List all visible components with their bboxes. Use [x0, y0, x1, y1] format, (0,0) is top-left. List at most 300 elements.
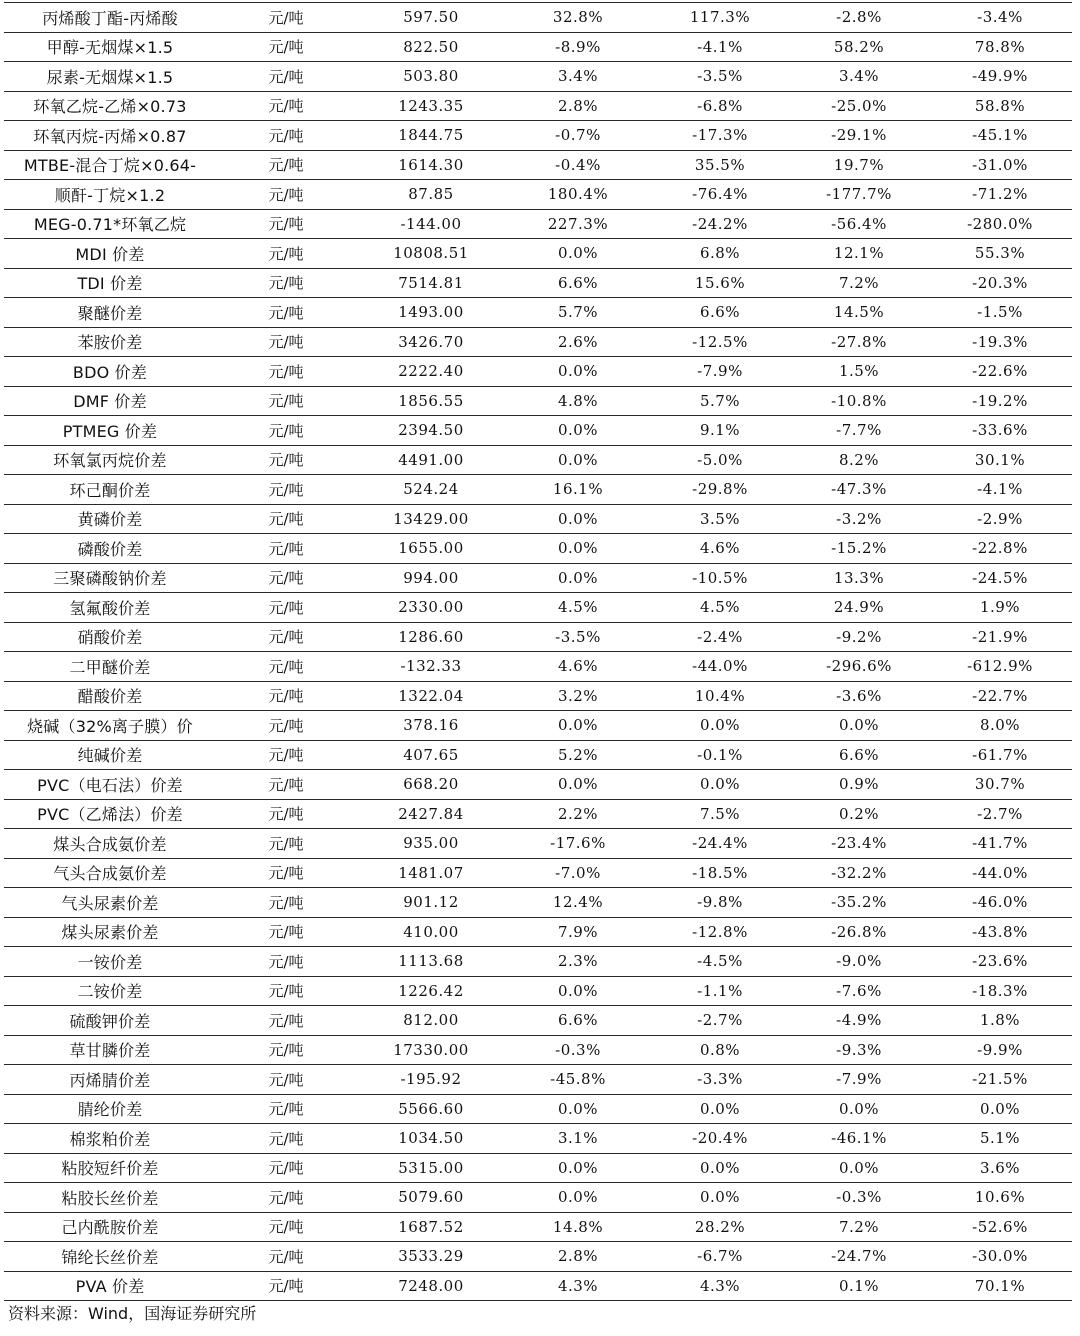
change-3-cell: 7.2% — [790, 268, 928, 298]
change-4-cell: -1.5% — [928, 298, 1072, 328]
table-row — [4, 209, 1072, 239]
change-4-cell: -612.9% — [928, 652, 1072, 682]
change-2-cell: -0.1% — [650, 740, 790, 770]
change-2-cell: -2.4% — [650, 622, 790, 652]
change-3-cell: 0.2% — [790, 799, 928, 829]
change-2-cell: -9.8% — [650, 888, 790, 918]
change-4-cell: -52.6% — [928, 1212, 1072, 1242]
product-name-cell: 纯碱价差 — [4, 740, 216, 770]
change-3-cell: -2.8% — [790, 3, 928, 33]
spread-value-cell: 524.24 — [356, 475, 506, 505]
product-name-cell: 苯胺价差 — [4, 327, 216, 357]
change-4-cell: 55.3% — [928, 239, 1072, 269]
table-row — [4, 829, 1072, 859]
change-4-cell: -31.0% — [928, 150, 1072, 180]
change-2-cell: 28.2% — [650, 1212, 790, 1242]
table-row — [4, 534, 1072, 564]
unit-cell: 元/吨 — [216, 1065, 356, 1095]
unit-cell: 元/吨 — [216, 1035, 356, 1065]
change-3-cell: -10.8% — [790, 386, 928, 416]
spread-value-cell: 1856.55 — [356, 386, 506, 416]
change-3-cell: -9.2% — [790, 622, 928, 652]
change-4-cell: -43.8% — [928, 917, 1072, 947]
product-name-cell: 甲醇-无烟煤×1.5 — [4, 32, 216, 62]
change-2-cell: -12.5% — [650, 327, 790, 357]
change-1-cell: 0.0% — [506, 1153, 650, 1183]
table-row — [4, 1094, 1072, 1124]
table-row — [4, 1242, 1072, 1272]
change-3-cell: 6.6% — [790, 740, 928, 770]
spread-value-cell: 10808.51 — [356, 239, 506, 269]
change-2-cell: -1.1% — [650, 976, 790, 1006]
change-2-cell: -76.4% — [650, 180, 790, 210]
change-1-cell: 0.0% — [506, 1183, 650, 1213]
change-1-cell: 0.0% — [506, 239, 650, 269]
unit-cell: 元/吨 — [216, 327, 356, 357]
product-name-cell: 硫酸钾价差 — [4, 1006, 216, 1036]
change-4-cell: 5.1% — [928, 1124, 1072, 1154]
change-3-cell: -9.3% — [790, 1035, 928, 1065]
change-1-cell: 0.0% — [506, 1094, 650, 1124]
change-1-cell: 0.0% — [506, 976, 650, 1006]
change-2-cell: -7.9% — [650, 357, 790, 387]
unit-cell: 元/吨 — [216, 1271, 356, 1301]
change-2-cell: 15.6% — [650, 268, 790, 298]
spread-value-cell: 597.50 — [356, 3, 506, 33]
table-row — [4, 858, 1072, 888]
price-spread-table-container — [4, 2, 1072, 1301]
table-row — [4, 150, 1072, 180]
change-2-cell: -3.5% — [650, 62, 790, 92]
spread-value-cell: 407.65 — [356, 740, 506, 770]
spread-value-cell: 901.12 — [356, 888, 506, 918]
change-1-cell: 0.0% — [506, 504, 650, 534]
change-3-cell: 8.2% — [790, 445, 928, 475]
unit-cell: 元/吨 — [216, 652, 356, 682]
change-3-cell: -25.0% — [790, 91, 928, 121]
change-1-cell: 4.5% — [506, 593, 650, 623]
change-3-cell: -46.1% — [790, 1124, 928, 1154]
change-1-cell: 3.2% — [506, 681, 650, 711]
table-row — [4, 1006, 1072, 1036]
unit-cell: 元/吨 — [216, 268, 356, 298]
unit-cell: 元/吨 — [216, 1242, 356, 1272]
change-2-cell: -20.4% — [650, 1124, 790, 1154]
product-name-cell: 三聚磷酸钠价差 — [4, 563, 216, 593]
change-4-cell: 8.0% — [928, 711, 1072, 741]
spread-value-cell: 7248.00 — [356, 1271, 506, 1301]
product-name-cell: 己内酰胺价差 — [4, 1212, 216, 1242]
change-1-cell: 14.8% — [506, 1212, 650, 1242]
spread-value-cell: 1034.50 — [356, 1124, 506, 1154]
change-4-cell: -22.6% — [928, 357, 1072, 387]
unit-cell: 元/吨 — [216, 681, 356, 711]
change-1-cell: 0.0% — [506, 534, 650, 564]
spread-value-cell: 668.20 — [356, 770, 506, 800]
change-4-cell: -19.2% — [928, 386, 1072, 416]
change-2-cell: 7.5% — [650, 799, 790, 829]
product-name-cell: MEG-0.71*环氧乙烷 — [4, 209, 216, 239]
change-1-cell: 2.6% — [506, 327, 650, 357]
change-3-cell: -29.1% — [790, 121, 928, 151]
spread-value-cell: 17330.00 — [356, 1035, 506, 1065]
spread-value-cell: 1493.00 — [356, 298, 506, 328]
change-1-cell: 180.4% — [506, 180, 650, 210]
change-2-cell: 0.0% — [650, 711, 790, 741]
spread-value-cell: 5566.60 — [356, 1094, 506, 1124]
product-name-cell: MDI 价差 — [4, 239, 216, 269]
change-4-cell: 30.7% — [928, 770, 1072, 800]
product-name-cell: 磷酸价差 — [4, 534, 216, 564]
product-name-cell: 环己酮价差 — [4, 475, 216, 505]
product-name-cell: DMF 价差 — [4, 386, 216, 416]
product-name-cell: 醋酸价差 — [4, 681, 216, 711]
change-1-cell: 3.1% — [506, 1124, 650, 1154]
change-1-cell: -17.6% — [506, 829, 650, 859]
spread-value-cell: 2427.84 — [356, 799, 506, 829]
source-note: 资料来源：Wind，国海证券研究所 — [8, 1304, 257, 1323]
unit-cell: 元/吨 — [216, 504, 356, 534]
product-name-cell: 环氧丙烷-丙烯×0.87 — [4, 121, 216, 151]
change-3-cell: -0.3% — [790, 1183, 928, 1213]
change-3-cell: 14.5% — [790, 298, 928, 328]
change-2-cell: 10.4% — [650, 681, 790, 711]
change-1-cell: 12.4% — [506, 888, 650, 918]
change-1-cell: -0.3% — [506, 1035, 650, 1065]
change-3-cell: 24.9% — [790, 593, 928, 623]
product-name-cell: 气头合成氨价差 — [4, 858, 216, 888]
change-4-cell: -23.6% — [928, 947, 1072, 977]
change-3-cell: 3.4% — [790, 62, 928, 92]
change-1-cell: 4.3% — [506, 1271, 650, 1301]
change-2-cell: -29.8% — [650, 475, 790, 505]
spread-value-cell: -132.33 — [356, 652, 506, 682]
change-1-cell: 6.6% — [506, 1006, 650, 1036]
table-row — [4, 1124, 1072, 1154]
change-2-cell: 117.3% — [650, 3, 790, 33]
table-body — [4, 3, 1072, 1301]
table-row — [4, 593, 1072, 623]
change-2-cell: -4.1% — [650, 32, 790, 62]
spread-value-cell: 3533.29 — [356, 1242, 506, 1272]
product-name-cell: 棉浆粕价差 — [4, 1124, 216, 1154]
table-row — [4, 62, 1072, 92]
change-3-cell: -27.8% — [790, 327, 928, 357]
change-1-cell: 0.0% — [506, 416, 650, 446]
change-3-cell: -24.7% — [790, 1242, 928, 1272]
table-row — [4, 681, 1072, 711]
product-name-cell: 气头尿素价差 — [4, 888, 216, 918]
unit-cell: 元/吨 — [216, 858, 356, 888]
unit-cell: 元/吨 — [216, 445, 356, 475]
change-2-cell: -5.0% — [650, 445, 790, 475]
change-2-cell: -10.5% — [650, 563, 790, 593]
table-row — [4, 711, 1072, 741]
change-4-cell: -49.9% — [928, 62, 1072, 92]
change-4-cell: -21.9% — [928, 622, 1072, 652]
product-name-cell: PVC（电石法）价差 — [4, 770, 216, 800]
change-1-cell: 2.3% — [506, 947, 650, 977]
change-2-cell: -3.3% — [650, 1065, 790, 1095]
change-1-cell: 32.8% — [506, 3, 650, 33]
change-4-cell: -2.7% — [928, 799, 1072, 829]
change-4-cell: -46.0% — [928, 888, 1072, 918]
unit-cell: 元/吨 — [216, 32, 356, 62]
table-row — [4, 268, 1072, 298]
table-row — [4, 239, 1072, 269]
change-2-cell: 0.0% — [650, 1183, 790, 1213]
unit-cell: 元/吨 — [216, 150, 356, 180]
table-row — [4, 888, 1072, 918]
change-4-cell: -24.5% — [928, 563, 1072, 593]
change-1-cell: 4.6% — [506, 652, 650, 682]
product-name-cell: 锦纶长丝价差 — [4, 1242, 216, 1272]
price-spread-table — [4, 2, 1072, 1301]
spread-value-cell: 5079.60 — [356, 1183, 506, 1213]
change-2-cell: 5.7% — [650, 386, 790, 416]
spread-value-cell: 1655.00 — [356, 534, 506, 564]
table-row — [4, 298, 1072, 328]
change-2-cell: -4.5% — [650, 947, 790, 977]
change-1-cell: -7.0% — [506, 858, 650, 888]
change-2-cell: 4.3% — [650, 1271, 790, 1301]
change-3-cell: -4.9% — [790, 1006, 928, 1036]
table-row — [4, 917, 1072, 947]
change-1-cell: 0.0% — [506, 445, 650, 475]
change-2-cell: 6.6% — [650, 298, 790, 328]
unit-cell: 元/吨 — [216, 62, 356, 92]
change-3-cell: -32.2% — [790, 858, 928, 888]
table-row — [4, 976, 1072, 1006]
product-name-cell: 硝酸价差 — [4, 622, 216, 652]
change-2-cell: 0.8% — [650, 1035, 790, 1065]
unit-cell: 元/吨 — [216, 3, 356, 33]
product-name-cell: 粘胶短纤价差 — [4, 1153, 216, 1183]
unit-cell: 元/吨 — [216, 298, 356, 328]
unit-cell: 元/吨 — [216, 1094, 356, 1124]
table-row — [4, 1271, 1072, 1301]
table-row — [4, 445, 1072, 475]
change-4-cell: 1.9% — [928, 593, 1072, 623]
product-name-cell: 腈纶价差 — [4, 1094, 216, 1124]
table-row — [4, 3, 1072, 33]
change-4-cell: 10.6% — [928, 1183, 1072, 1213]
change-1-cell: -45.8% — [506, 1065, 650, 1095]
product-name-cell: 尿素-无烟煤×1.5 — [4, 62, 216, 92]
change-1-cell: 227.3% — [506, 209, 650, 239]
change-4-cell: -3.4% — [928, 3, 1072, 33]
unit-cell: 元/吨 — [216, 209, 356, 239]
change-4-cell: -30.0% — [928, 1242, 1072, 1272]
spread-value-cell: 378.16 — [356, 711, 506, 741]
change-2-cell: 0.0% — [650, 1094, 790, 1124]
change-3-cell: -47.3% — [790, 475, 928, 505]
spread-value-cell: 1844.75 — [356, 121, 506, 151]
table-row — [4, 121, 1072, 151]
spread-value-cell: 3426.70 — [356, 327, 506, 357]
change-3-cell: -56.4% — [790, 209, 928, 239]
change-4-cell: -45.1% — [928, 121, 1072, 151]
spread-value-cell: 1243.35 — [356, 91, 506, 121]
product-name-cell: 氢氟酸价差 — [4, 593, 216, 623]
product-name-cell: PTMEG 价差 — [4, 416, 216, 446]
change-3-cell: -15.2% — [790, 534, 928, 564]
unit-cell: 元/吨 — [216, 1212, 356, 1242]
change-4-cell: -41.7% — [928, 829, 1072, 859]
unit-cell: 元/吨 — [216, 740, 356, 770]
spread-value-cell: 503.80 — [356, 62, 506, 92]
change-4-cell: -280.0% — [928, 209, 1072, 239]
product-name-cell: PVC（乙烯法）价差 — [4, 799, 216, 829]
change-1-cell: 7.9% — [506, 917, 650, 947]
change-2-cell: 9.1% — [650, 416, 790, 446]
change-3-cell: -296.6% — [790, 652, 928, 682]
change-3-cell: 1.5% — [790, 357, 928, 387]
change-1-cell: 5.7% — [506, 298, 650, 328]
product-name-cell: 二铵价差 — [4, 976, 216, 1006]
unit-cell: 元/吨 — [216, 475, 356, 505]
spread-value-cell: 87.85 — [356, 180, 506, 210]
change-2-cell: 0.0% — [650, 1153, 790, 1183]
change-1-cell: -0.4% — [506, 150, 650, 180]
product-name-cell: 粘胶长丝价差 — [4, 1183, 216, 1213]
unit-cell: 元/吨 — [216, 534, 356, 564]
table-row — [4, 563, 1072, 593]
spread-value-cell: 1322.04 — [356, 681, 506, 711]
change-3-cell: -23.4% — [790, 829, 928, 859]
change-4-cell: -22.7% — [928, 681, 1072, 711]
unit-cell: 元/吨 — [216, 888, 356, 918]
change-4-cell: -33.6% — [928, 416, 1072, 446]
table-row — [4, 1183, 1072, 1213]
change-2-cell: -6.8% — [650, 91, 790, 121]
change-4-cell: -19.3% — [928, 327, 1072, 357]
change-1-cell: -8.9% — [506, 32, 650, 62]
change-1-cell: 5.2% — [506, 740, 650, 770]
change-4-cell: 1.8% — [928, 1006, 1072, 1036]
change-3-cell: -177.7% — [790, 180, 928, 210]
unit-cell: 元/吨 — [216, 917, 356, 947]
change-2-cell: -18.5% — [650, 858, 790, 888]
table-row — [4, 1065, 1072, 1095]
change-2-cell: -44.0% — [650, 652, 790, 682]
change-1-cell: 0.0% — [506, 711, 650, 741]
change-2-cell: -17.3% — [650, 121, 790, 151]
table-row — [4, 652, 1072, 682]
change-3-cell: -7.7% — [790, 416, 928, 446]
unit-cell: 元/吨 — [216, 180, 356, 210]
change-4-cell: 58.8% — [928, 91, 1072, 121]
change-1-cell: 4.8% — [506, 386, 650, 416]
spread-value-cell: 5315.00 — [356, 1153, 506, 1183]
change-1-cell: 0.0% — [506, 770, 650, 800]
change-2-cell: -2.7% — [650, 1006, 790, 1036]
change-2-cell: 3.5% — [650, 504, 790, 534]
spread-value-cell: -144.00 — [356, 209, 506, 239]
change-1-cell: -3.5% — [506, 622, 650, 652]
table-row — [4, 416, 1072, 446]
product-name-cell: 环氧氯丙烷价差 — [4, 445, 216, 475]
change-4-cell: 78.8% — [928, 32, 1072, 62]
table-row — [4, 91, 1072, 121]
unit-cell: 元/吨 — [216, 1153, 356, 1183]
change-3-cell: 0.0% — [790, 1094, 928, 1124]
change-4-cell: 3.6% — [928, 1153, 1072, 1183]
spread-value-cell: 13429.00 — [356, 504, 506, 534]
spread-value-cell: 1286.60 — [356, 622, 506, 652]
product-name-cell: BDO 价差 — [4, 357, 216, 387]
unit-cell: 元/吨 — [216, 1006, 356, 1036]
change-4-cell: -44.0% — [928, 858, 1072, 888]
table-row — [4, 32, 1072, 62]
unit-cell: 元/吨 — [216, 416, 356, 446]
product-name-cell: 二甲醚价差 — [4, 652, 216, 682]
change-4-cell: -21.5% — [928, 1065, 1072, 1095]
table-row — [4, 475, 1072, 505]
change-3-cell: 58.2% — [790, 32, 928, 62]
product-name-cell: 一铵价差 — [4, 947, 216, 977]
product-name-cell: 黄磷价差 — [4, 504, 216, 534]
table-row — [4, 327, 1072, 357]
change-4-cell: -2.9% — [928, 504, 1072, 534]
change-3-cell: -26.8% — [790, 917, 928, 947]
table-row — [4, 180, 1072, 210]
product-name-cell: 烧碱（32%离子膜）价 — [4, 711, 216, 741]
spread-value-cell: 994.00 — [356, 563, 506, 593]
product-name-cell: 煤头合成氨价差 — [4, 829, 216, 859]
product-name-cell: 草甘膦价差 — [4, 1035, 216, 1065]
product-name-cell: 聚醚价差 — [4, 298, 216, 328]
change-3-cell: 19.7% — [790, 150, 928, 180]
change-4-cell: 30.1% — [928, 445, 1072, 475]
change-3-cell: -9.0% — [790, 947, 928, 977]
change-3-cell: 7.2% — [790, 1212, 928, 1242]
product-name-cell: 丙烯酸丁酯-丙烯酸 — [4, 3, 216, 33]
change-4-cell: -71.2% — [928, 180, 1072, 210]
spread-value-cell: -195.92 — [356, 1065, 506, 1095]
unit-cell: 元/吨 — [216, 563, 356, 593]
spread-value-cell: 935.00 — [356, 829, 506, 859]
unit-cell: 元/吨 — [216, 976, 356, 1006]
table-row — [4, 1212, 1072, 1242]
change-3-cell: -3.2% — [790, 504, 928, 534]
change-1-cell: 0.0% — [506, 563, 650, 593]
unit-cell: 元/吨 — [216, 622, 356, 652]
table-row — [4, 357, 1072, 387]
change-3-cell: -3.6% — [790, 681, 928, 711]
unit-cell: 元/吨 — [216, 357, 356, 387]
table-row — [4, 1035, 1072, 1065]
change-1-cell: 0.0% — [506, 357, 650, 387]
table-row — [4, 504, 1072, 534]
change-1-cell: 2.8% — [506, 91, 650, 121]
spread-value-cell: 1113.68 — [356, 947, 506, 977]
table-row — [4, 622, 1072, 652]
change-3-cell: 0.9% — [790, 770, 928, 800]
change-4-cell: -4.1% — [928, 475, 1072, 505]
change-3-cell: -35.2% — [790, 888, 928, 918]
change-4-cell: -18.3% — [928, 976, 1072, 1006]
spread-value-cell: 2394.50 — [356, 416, 506, 446]
change-3-cell: 0.0% — [790, 711, 928, 741]
spread-value-cell: 1481.07 — [356, 858, 506, 888]
product-name-cell: 环氧乙烷-乙烯×0.73 — [4, 91, 216, 121]
unit-cell: 元/吨 — [216, 799, 356, 829]
change-1-cell: 6.6% — [506, 268, 650, 298]
unit-cell: 元/吨 — [216, 593, 356, 623]
spread-value-cell: 7514.81 — [356, 268, 506, 298]
change-2-cell: -6.7% — [650, 1242, 790, 1272]
